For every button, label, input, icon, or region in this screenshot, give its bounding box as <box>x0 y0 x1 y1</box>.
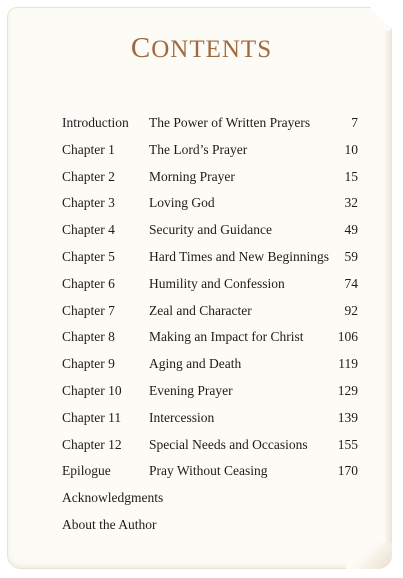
toc-row <box>0 138 403 165</box>
toc-entry-label: Chapter 4 <box>62 222 115 238</box>
toc-entry-title: Humility and Confession <box>149 275 285 291</box>
toc-entry-label: About the Author <box>62 517 157 532</box>
toc-entry-title: Intercession <box>149 409 215 425</box>
toc-entry-label: Chapter 8 <box>62 329 115 345</box>
toc-row <box>0 325 403 352</box>
toc-entry-title: The Power of Written Prayers <box>149 115 311 130</box>
toc-row <box>0 111 403 138</box>
toc-row <box>0 352 403 379</box>
toc-entry-label: Chapter 10 <box>62 383 122 398</box>
toc-entry-title: Evening Prayer <box>149 383 233 398</box>
toc-entry-title: Security and Guidance <box>149 222 272 238</box>
page-corner-top-right <box>370 7 392 29</box>
toc-entry-title: Loving God <box>149 195 215 211</box>
toc-row <box>0 245 403 272</box>
toc-entry-label: Chapter 9 <box>62 356 115 372</box>
toc-row <box>0 406 403 433</box>
toc-entry-label: Chapter 3 <box>62 195 115 211</box>
toc-page-number: 59 <box>344 249 358 264</box>
toc-page-number: 15 <box>344 168 358 184</box>
toc-row <box>0 486 403 513</box>
toc-entry-label: Introduction <box>62 115 129 130</box>
toc-page-number: 129 <box>337 383 358 398</box>
contents-heading-initial: C <box>130 32 152 64</box>
toc-page-number: 7 <box>351 115 358 130</box>
toc-page-number: 119 <box>338 356 358 372</box>
toc-row <box>0 379 403 406</box>
toc-page-number: 155 <box>337 436 358 452</box>
toc-entry-label: Chapter 6 <box>62 275 115 291</box>
toc-entry-title: Morning Prayer <box>149 168 235 184</box>
toc-row <box>0 165 403 192</box>
toc-entry-title: Making an Impact for Christ <box>149 329 304 345</box>
toc-entry-title: Aging and Death <box>149 356 242 372</box>
toc-row <box>0 272 403 299</box>
toc-entry-label: Acknowledgments <box>62 490 164 506</box>
toc-page-number: 106 <box>337 329 358 345</box>
toc-row <box>0 191 403 218</box>
toc-entry-label: Chapter 5 <box>62 249 115 264</box>
toc-row <box>0 433 403 460</box>
toc-row <box>0 218 403 245</box>
contents-heading-rest: ONTENTS <box>151 36 273 63</box>
toc-page-number: 32 <box>344 195 358 211</box>
toc-entry-title: The Lord’s Prayer <box>149 141 248 157</box>
toc-row <box>0 299 403 326</box>
toc-entry-label: Chapter 2 <box>62 168 115 184</box>
toc-row <box>0 513 403 540</box>
toc-page-number: 170 <box>337 463 358 479</box>
toc-row <box>0 459 403 486</box>
toc-page-number: 92 <box>344 302 358 318</box>
toc-entry-title: Hard Times and New Beginnings <box>149 249 329 264</box>
toc-entry-title: Special Needs and Occasions <box>149 436 308 452</box>
toc-page-number: 139 <box>337 409 358 425</box>
toc-entry-label: Chapter 1 <box>62 141 115 157</box>
toc-entry-title: Zeal and Character <box>149 302 252 318</box>
toc-page-number: 10 <box>344 141 358 157</box>
page-curl-bottom-right <box>346 543 392 569</box>
toc-entry-label: Chapter 11 <box>62 409 122 425</box>
toc-page-number: 74 <box>344 275 358 291</box>
toc-entry-label: Chapter 7 <box>62 302 115 318</box>
contents-heading <box>0 32 403 65</box>
toc-entry-label: Epilogue <box>62 463 111 479</box>
toc-page-number: 49 <box>344 222 358 238</box>
toc-entry-label: Chapter 12 <box>62 436 122 452</box>
toc-entry-title: Pray Without Ceasing <box>149 463 268 479</box>
